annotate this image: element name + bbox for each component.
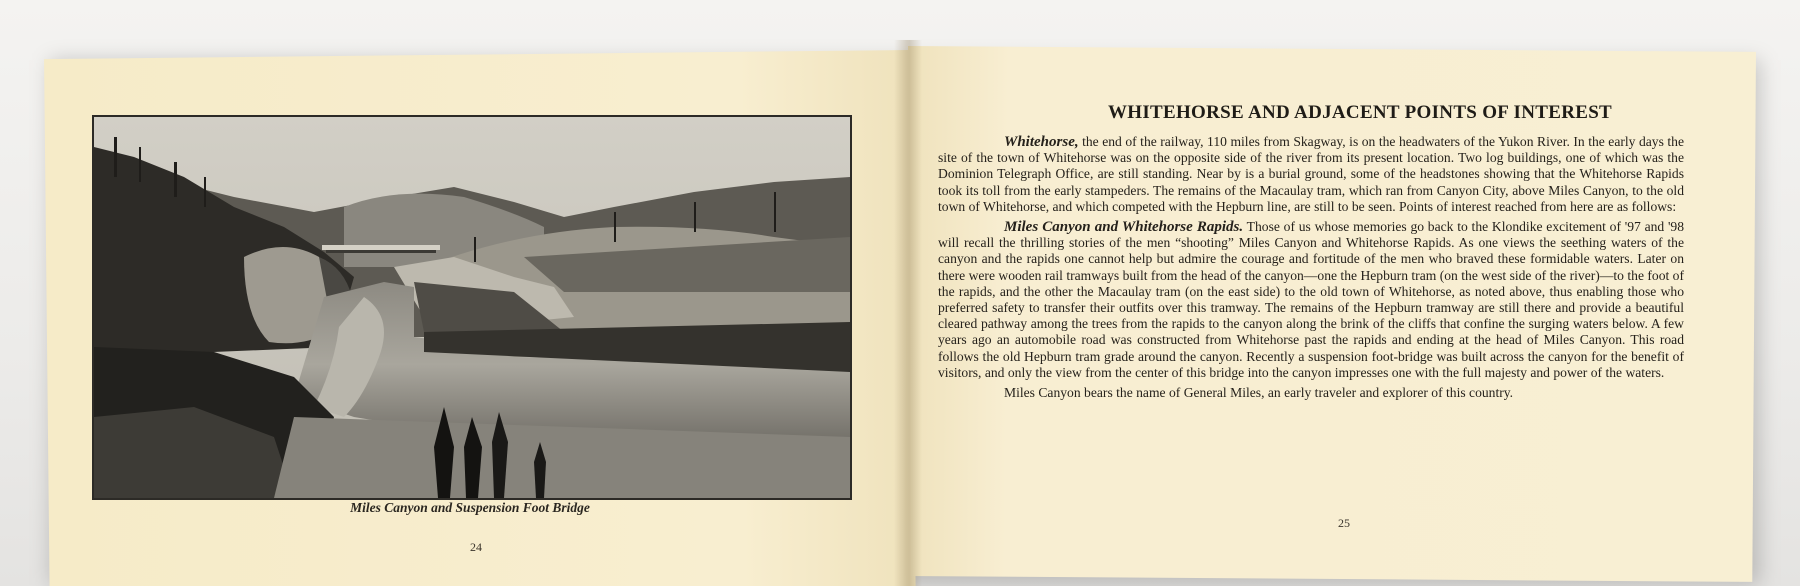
paragraph-general-miles xyxy=(938,385,1684,401)
book-gutter xyxy=(894,40,922,586)
paragraph-text: Miles Canyon bears the name of General Miles, an early traveler and explorer of this country. xyxy=(1004,385,1514,401)
paragraph-text: Those of us whose memories go back to the Klondike excitement of '97 and '98 will recall the thrilling stories of the men “shooting” Miles Canyon and Whitehorse Rapids. As one views the seething waters of the canyon and the rapids one cannot help but admire the courage and fortitude of the men who braved these formidable waters. Later on there were wooden rail tramways built from the head of the canyon—one the Hepburn tram (on the west side of the river)—to the foot of the rapids, and the other the Macaulay tram (on the east side) to the old town of Whitehorse, as noted above, thus enabling those who preferred safety to transfer their outfits over this tramway. The remains of the Hepburn tramway are still there and provide a beautiful cleared pathway among the trees from the rapids to the canyon along the brink of the cliffs that confine the surging waters below. A few years ago an automobile road was constructed from Whitehorse past the rapids and ending at the head of Miles Canyon. This road follows the old Hepburn tram grade around the canyon. Recently a suspension foot-bridge was built across the canyon for the benefit of visitors, and only the view from the center of this bridge into the canyon impresses one with the full majesty and power of the waters. xyxy=(938,219,1684,380)
lead-whitehorse: Whitehorse, xyxy=(1004,134,1079,150)
page-number-left: 24 xyxy=(470,540,482,554)
paragraph-text: the end of the railway, 110 miles from Skagway, is on the headwaters of the Yukon River. In the early days the site of the town of Whitehorse was on the opposite side of the river from its present location. Two log buildings, one of which was the Dominion Telegraph Office, are still standing. Near by is a burial ground, some of the headstones showing that the Whitehorse Rapids took its toll from the early stampeders. The remains of the Macaulay tram, which ran from Canyon City, above Miles Canyon, to the old town of Whitehorse, and which competed with the Hepburn line, are still to be seen. Points of interest reached from here are as follows: xyxy=(938,134,1684,214)
paragraph-whitehorse xyxy=(938,134,1684,215)
lead-miles-canyon: Miles Canyon and Whitehorse Rapids. xyxy=(1004,219,1244,236)
page-number-right: 25 xyxy=(1338,516,1350,530)
article-body xyxy=(938,134,1684,405)
paragraph-miles-canyon xyxy=(938,219,1684,381)
canyon-photograph xyxy=(92,115,852,500)
page-heading: WHITEHORSE AND ADJACENT POINTS OF INTEREST xyxy=(1107,102,1613,123)
photo-caption: Miles Canyon and Suspension Foot Bridge xyxy=(350,500,590,515)
